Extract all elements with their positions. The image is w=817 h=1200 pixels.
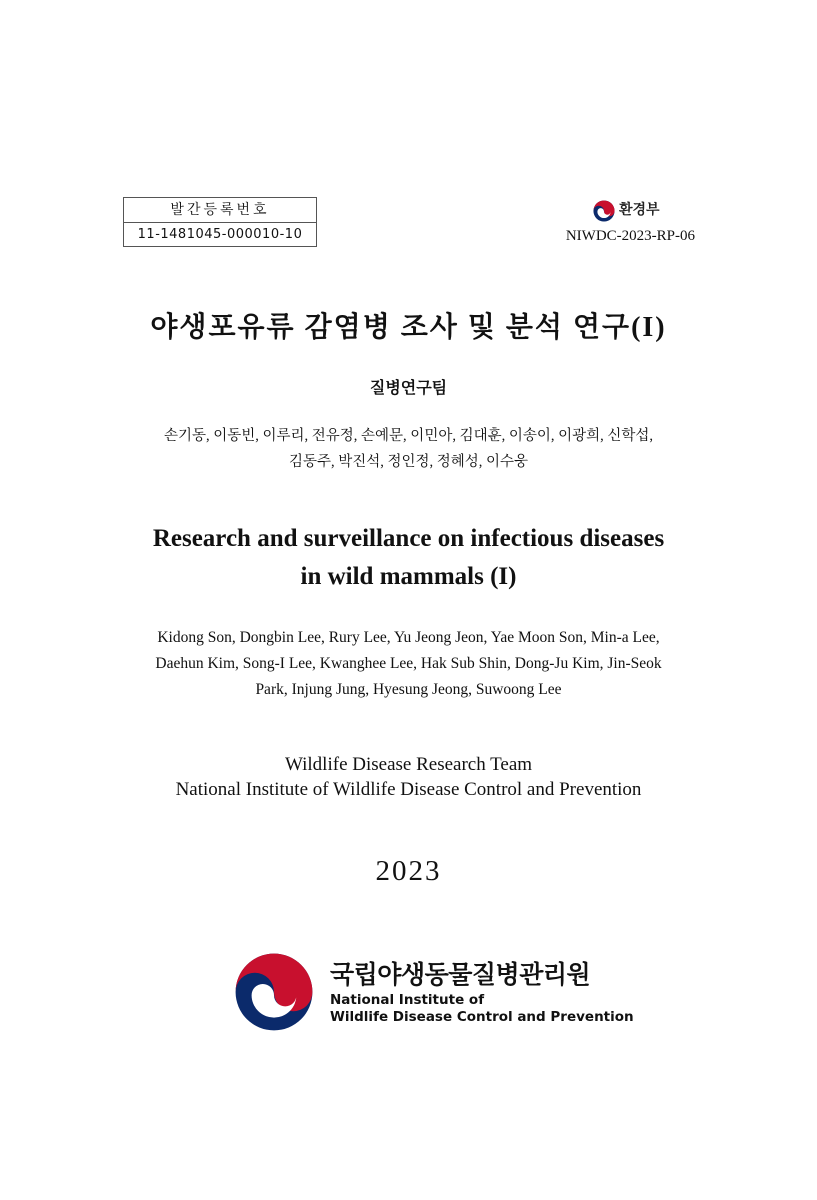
publication-year: 2023 — [375, 855, 442, 887]
registration-number: 11-1481045-000010-10 — [137, 227, 303, 242]
english-title-line: Research and surveillance on infectious diseases — [152, 525, 665, 552]
korean-team: 질병연구팀 — [369, 380, 448, 397]
taegeuk-icon — [593, 200, 615, 222]
english-authors — [110, 625, 707, 703]
registration-label: 발간등록번호 — [124, 198, 316, 223]
report-code: NIWDC-2023-RP-06 — [565, 228, 695, 244]
english-authors-line: Daehun Kim, Song-I Lee, Kwanghee Lee, Hak Sub Shin, Dong-Ju Kim, Jin-Seok — [155, 655, 662, 672]
english-title-line: in wild mammals (I) — [300, 563, 517, 590]
korean-title: 야생포유류 감염병 조사 및 분석 연구(I) — [150, 312, 667, 343]
taegeuk-icon — [234, 952, 314, 1032]
english-authors-line: Park, Injung Jung, Hyesung Jeong, Suwoong Lee — [255, 681, 562, 698]
english-title — [60, 520, 757, 596]
ministry-logo — [585, 199, 695, 221]
institute-name-korean: 국립야생동물질병관리원 — [330, 960, 591, 989]
institute-name-english-line: National Institute of — [330, 992, 485, 1008]
team-name: Wildlife Disease Research Team — [284, 754, 533, 775]
institute-name-english — [330, 992, 634, 1026]
institute-name: National Institute of Wildlife Disease Control and Prevention — [175, 779, 642, 800]
ministry-name: 환경부 — [619, 202, 660, 218]
korean-authors-line: 손기동, 이동빈, 이루리, 전유정, 손예문, 이민아, 김대훈, 이송이, 이광희, 신학섭, — [163, 428, 654, 444]
registration-box — [123, 197, 317, 247]
english-team — [0, 752, 817, 802]
institute-name-english-line: Wildlife Disease Control and Prevention — [330, 1009, 634, 1025]
english-authors-line: Kidong Son, Dongbin Lee, Rury Lee, Yu Jeong Jeon, Yae Moon Son, Min-a Lee, — [157, 629, 660, 646]
korean-authors — [100, 423, 717, 475]
korean-authors-line: 김동주, 박진석, 정인정, 정혜성, 이수웅 — [288, 454, 529, 470]
